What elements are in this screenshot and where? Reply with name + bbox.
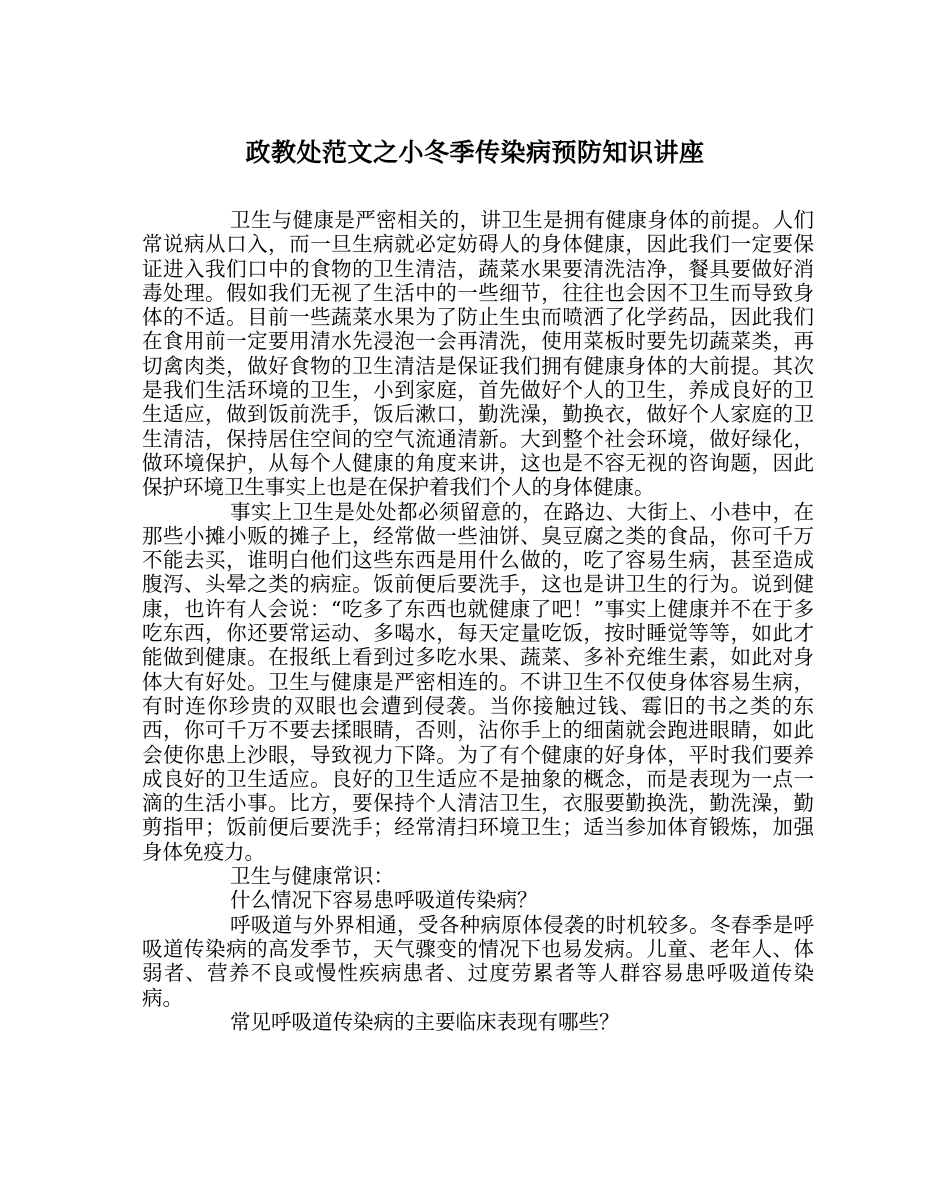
document-title: 政教处范文之小冬季传染病预防知识讲座 xyxy=(245,138,705,167)
paragraph-hygiene-health: 卫生与健康是严密相关的，讲卫生是拥有健康身体的前提。人们常说病从口入，而一旦生病就必定妨碍人的身体健康，因此我们一定要保证进入我们口中的食物的卫生清洁，蔬菜水果要清洗洁净，餐具要做好消毒处理。假如我们无视了生活中的一些细节，往往也会因不卫生而导致身体的不适。目前一些蔬菜水果为了防止生虫而喷洒了化学药品，因此我们在食用前一定要用清水先浸泡一会再清洗，使用菜板时要先切蔬菜类，再切禽肉类，做好食物的卫生清洁是保证我们拥有健康身体的大前提。其次是我们生活环境的卫生，小到家庭，首先做好个人的卫生，养成良好的卫生适应，做到饭前洗手，饭后漱口，勤洗澡，勤换衣，做好个人家庭的卫生清洁，保持居住空间的空气流通清新。大到整个社会环境，做好绿化，做环境保护，从每个人健康的角度来讲，这也是不容无视的咨询题，因此保护环境卫生事实上也是在保护着我们个人的身体健康。 xyxy=(142,208,814,500)
paragraph-question-symptoms: 常见呼吸道传染病的主要临床表现有哪些？ xyxy=(230,1009,620,1034)
paragraph-question-when-infected: 什么情况下容易患呼吸道传染病？ xyxy=(230,888,538,913)
document-body xyxy=(142,208,814,1034)
paragraph-common-knowledge-heading: 卫生与健康常识： xyxy=(230,864,394,889)
paragraph-respiratory-answer: 呼吸道与外界相通，受各种病原体侵袭的时机较多。冬春季是呼吸道传染病的高发季节，天气骤变的情况下也易发病。儿童、老年人、体弱者、营养不良或慢性疾病患者、过度劳累者等人群容易患呼吸道传染病。 xyxy=(142,912,814,1010)
paragraph-attention-hygiene: 事实上卫生是处处都必须留意的，在路边、大街上、小巷中，在那些小摊小贩的摊子上，经常做一些油饼、臭豆腐之类的食品，你可千万不能去买，谁明白他们这些东西是用什么做的，吃了容易生病，甚至造成腹泻、头晕之类的病症。饭前便后要洗手，这也是讲卫生的行为。说到健康，也许有人会说：“吃多了东西也就健康了吧！”事实上健康并不在于多吃东西，你还要常运动、多喝水，每天定量吃饭，按时睡觉等等，如此才能做到健康。在报纸上看到过多吃水果、蔬菜、多补充维生素，如此对身体大有好处。卫生与健康是严密相连的。不讲卫生不仅使身体容易生病，有时连你珍贵的双眼也会遭到侵袭。当你接触过钱、霉旧的书之类的东西，你可千万不要去揉眼睛，否则，沾你手上的细菌就会跑进眼睛，如此会使你患上沙眼，导致视力下降。为了有个健康的好身体，平时我们要养成良好的卫生适应。良好的卫生适应不是抽象的概念，而是表现为一点一滴的生活小事。比方，要保持个人清洁卫生，衣服要勤换洗，勤洗澡，勤剪指甲；饭前便后要洗手；经常清扫环境卫生；适当参加体育锻炼，加强身体免疫力。 xyxy=(142,499,814,864)
